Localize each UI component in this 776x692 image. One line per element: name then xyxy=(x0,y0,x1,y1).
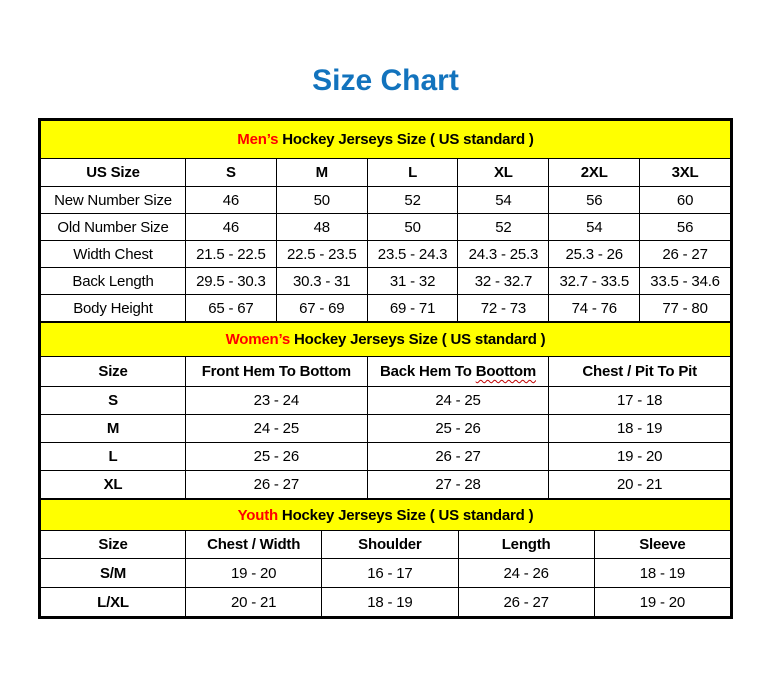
mens-value-r2-c6: 26 - 27 xyxy=(640,241,731,268)
youth-value-r0-c1: 19 - 20 xyxy=(186,559,322,588)
mens-table-row-2 xyxy=(41,241,731,268)
womens-row-label-0: S xyxy=(41,387,186,415)
womens-value-r3-c3: 20 - 21 xyxy=(549,471,731,499)
mens-value-r0-c1: 46 xyxy=(186,187,277,214)
mens-table-row-0 xyxy=(41,187,731,214)
youth-table-row-0 xyxy=(41,559,731,588)
mens-value-r3-c5: 32.7 - 33.5 xyxy=(549,268,640,295)
mens-value-r4-c1: 65 - 67 xyxy=(186,295,277,322)
womens-value-r0-c1: 23 - 24 xyxy=(186,387,368,415)
mens-value-r2-c1: 21.5 - 22.5 xyxy=(186,241,277,268)
womens-section-header: Women’s Hockey Jerseys Size ( US standard ) xyxy=(41,323,731,357)
mens-value-r0-c5: 56 xyxy=(549,187,640,214)
womens-table-row-2 xyxy=(41,443,731,471)
mens-section-accent-text: Men’s xyxy=(237,131,279,148)
mens-value-r2-c2: 22.5 - 23.5 xyxy=(276,241,367,268)
womens-value-r3-c2: 27 - 28 xyxy=(367,471,549,499)
womens-row-label-1: M xyxy=(41,415,186,443)
womens-value-r2-c3: 19 - 20 xyxy=(549,443,731,471)
mens-row-label-1: Old Number Size xyxy=(41,214,186,241)
youth-value-r1-c4: 19 - 20 xyxy=(594,588,730,617)
womens-column-header-0: Size xyxy=(41,357,186,387)
mens-value-r3-c4: 32 - 32.7 xyxy=(458,268,549,295)
page-title: Size Chart xyxy=(312,64,459,97)
mens-value-r4-c5: 74 - 76 xyxy=(549,295,640,322)
womens-value-r1-c2: 25 - 26 xyxy=(367,415,549,443)
mens-value-r4-c3: 69 - 71 xyxy=(367,295,458,322)
mens-row-label-0: New Number Size xyxy=(41,187,186,214)
misspelled-word-squiggle: Boottom xyxy=(475,363,536,380)
youth-row-label-1: L/XL xyxy=(41,588,186,617)
mens-value-r1-c5: 54 xyxy=(549,214,640,241)
mens-value-r1-c6: 56 xyxy=(640,214,731,241)
mens-value-r3-c1: 29.5 - 30.3 xyxy=(186,268,277,295)
mens-value-r0-c6: 60 xyxy=(640,187,731,214)
mens-value-r2-c3: 23.5 - 24.3 xyxy=(367,241,458,268)
mens-value-r4-c6: 77 - 80 xyxy=(640,295,731,322)
mens-column-header-2: M xyxy=(276,159,367,187)
mens-table-row-3 xyxy=(41,268,731,295)
mens-section-header: Men’s Hockey Jerseys Size ( US standard ) xyxy=(41,121,731,159)
womens-value-r2-c2: 26 - 27 xyxy=(367,443,549,471)
womens-value-r2-c1: 25 - 26 xyxy=(186,443,368,471)
mens-column-header-4: XL xyxy=(458,159,549,187)
size-chart-tables xyxy=(38,118,733,619)
mens-value-r2-c4: 24.3 - 25.3 xyxy=(458,241,549,268)
mens-value-r3-c3: 31 - 32 xyxy=(367,268,458,295)
mens-value-r4-c4: 72 - 73 xyxy=(458,295,549,322)
mens-value-r0-c3: 52 xyxy=(367,187,458,214)
mens-value-r1-c4: 52 xyxy=(458,214,549,241)
womens-row-label-3: XL xyxy=(41,471,186,499)
youth-value-r1-c2: 18 - 19 xyxy=(322,588,458,617)
youth-column-header-4: Sleeve xyxy=(594,531,730,559)
womens-value-r3-c1: 26 - 27 xyxy=(186,471,368,499)
mens-row-label-2: Width Chest xyxy=(41,241,186,268)
mens-value-r3-c2: 30.3 - 31 xyxy=(276,268,367,295)
womens-table-row-0 xyxy=(41,387,731,415)
mens-column-header-1: S xyxy=(186,159,277,187)
youth-value-r0-c4: 18 - 19 xyxy=(594,559,730,588)
womens-table-row-3 xyxy=(41,471,731,499)
womens-value-r0-c3: 17 - 18 xyxy=(549,387,731,415)
youth-section-accent-text: Youth xyxy=(237,506,278,524)
womens-value-r1-c3: 18 - 19 xyxy=(549,415,731,443)
mens-size-table xyxy=(40,120,731,322)
mens-table-row-1 xyxy=(41,214,731,241)
mens-row-label-4: Body Height xyxy=(41,295,186,322)
mens-value-r1-c1: 46 xyxy=(186,214,277,241)
womens-row-label-2: L xyxy=(41,443,186,471)
youth-section-header: Youth Hockey Jerseys Size ( US standard ) xyxy=(41,500,731,531)
womens-value-r0-c2: 24 - 25 xyxy=(367,387,549,415)
youth-value-r1-c1: 20 - 21 xyxy=(186,588,322,617)
mens-value-r4-c2: 67 - 69 xyxy=(276,295,367,322)
mens-table-row-4 xyxy=(41,295,731,322)
womens-column-header-3: Chest / Pit To Pit xyxy=(549,357,731,387)
youth-column-header-0: Size xyxy=(41,531,186,559)
youth-column-header-3: Length xyxy=(458,531,594,559)
youth-value-r1-c3: 26 - 27 xyxy=(458,588,594,617)
mens-value-r1-c3: 50 xyxy=(367,214,458,241)
mens-value-r1-c2: 48 xyxy=(276,214,367,241)
mens-value-r0-c4: 54 xyxy=(458,187,549,214)
mens-value-r0-c2: 50 xyxy=(276,187,367,214)
youth-column-header-1: Chest / Width xyxy=(186,531,322,559)
womens-size-table xyxy=(40,322,731,499)
womens-value-r1-c1: 24 - 25 xyxy=(186,415,368,443)
mens-column-header-3: L xyxy=(367,159,458,187)
mens-column-header-0: US Size xyxy=(41,159,186,187)
mens-row-label-3: Back Length xyxy=(41,268,186,295)
womens-section-accent-text: Women’s xyxy=(225,331,291,348)
youth-column-header-2: Shoulder xyxy=(322,531,458,559)
womens-column-header-2: Back Hem To Boottom xyxy=(367,357,549,387)
mens-column-header-6: 3XL xyxy=(640,159,731,187)
youth-row-label-0: S/M xyxy=(41,559,186,588)
mens-value-r2-c5: 25.3 - 26 xyxy=(549,241,640,268)
youth-value-r0-c2: 16 - 17 xyxy=(322,559,458,588)
womens-column-header-1: Front Hem To Bottom xyxy=(186,357,368,387)
youth-size-table xyxy=(40,499,731,617)
womens-table-row-1 xyxy=(41,415,731,443)
mens-column-header-5: 2XL xyxy=(549,159,640,187)
youth-table-row-1 xyxy=(41,588,731,617)
mens-value-r3-c6: 33.5 - 34.6 xyxy=(640,268,731,295)
youth-value-r0-c3: 24 - 26 xyxy=(458,559,594,588)
